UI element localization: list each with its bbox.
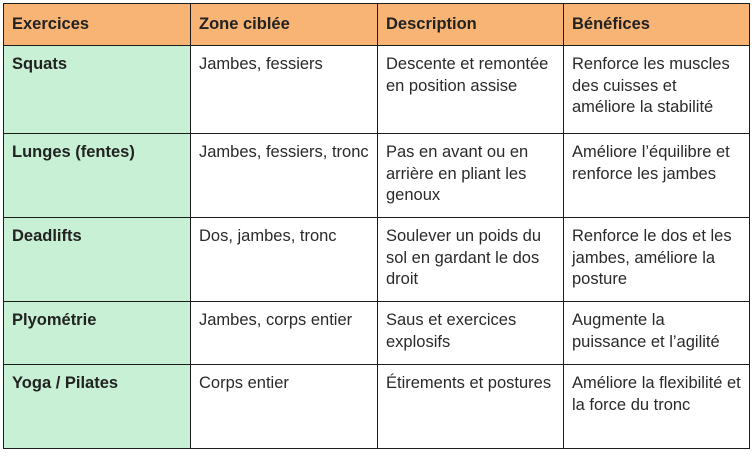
exercise-name: Squats bbox=[4, 46, 191, 134]
header-row bbox=[4, 4, 750, 46]
description-cell: Étirements et postures bbox=[378, 365, 564, 449]
benefits-cell: Augmente la puissance et l’agilité bbox=[564, 302, 750, 365]
description-cell: Descente et remontée en position assise bbox=[378, 46, 564, 134]
benefits-cell: Renforce le dos et les jambes, améliore la posture bbox=[564, 218, 750, 302]
benefits-cell: Améliore l’équilibre et renforce les jambes bbox=[564, 134, 750, 218]
header-benefits: Bénéfices bbox=[564, 4, 750, 46]
table-row bbox=[4, 134, 750, 218]
description-cell: Pas en avant ou en arrière en pliant les genoux bbox=[378, 134, 564, 218]
exercise-table bbox=[3, 3, 750, 449]
table-row bbox=[4, 218, 750, 302]
exercise-table-container bbox=[3, 3, 750, 449]
target-zone-cell: Dos, jambes, tronc bbox=[191, 218, 378, 302]
table-row bbox=[4, 365, 750, 449]
exercise-name: Deadlifts bbox=[4, 218, 191, 302]
header-exercises: Exercices bbox=[4, 4, 191, 46]
exercise-name: Lunges (fentes) bbox=[4, 134, 191, 218]
description-cell: Soulever un poids du sol en gardant le dos droit bbox=[378, 218, 564, 302]
benefits-cell: Améliore la flexibilité et la force du tronc bbox=[564, 365, 750, 449]
table-body bbox=[4, 46, 750, 449]
header-target-zone: Zone ciblée bbox=[191, 4, 378, 46]
description-cell: Saus et exercices explosifs bbox=[378, 302, 564, 365]
table-header bbox=[4, 4, 750, 46]
table-row bbox=[4, 302, 750, 365]
target-zone-cell: Jambes, corps entier bbox=[191, 302, 378, 365]
target-zone-cell: Jambes, fessiers bbox=[191, 46, 378, 134]
benefits-cell: Renforce les muscles des cuisses et améliore la stabilité bbox=[564, 46, 750, 134]
exercise-name: Yoga / Pilates bbox=[4, 365, 191, 449]
exercise-name: Plyométrie bbox=[4, 302, 191, 365]
header-description: Description bbox=[378, 4, 564, 46]
target-zone-cell: Corps entier bbox=[191, 365, 378, 449]
target-zone-cell: Jambes, fessiers, tronc bbox=[191, 134, 378, 218]
table-row bbox=[4, 46, 750, 134]
